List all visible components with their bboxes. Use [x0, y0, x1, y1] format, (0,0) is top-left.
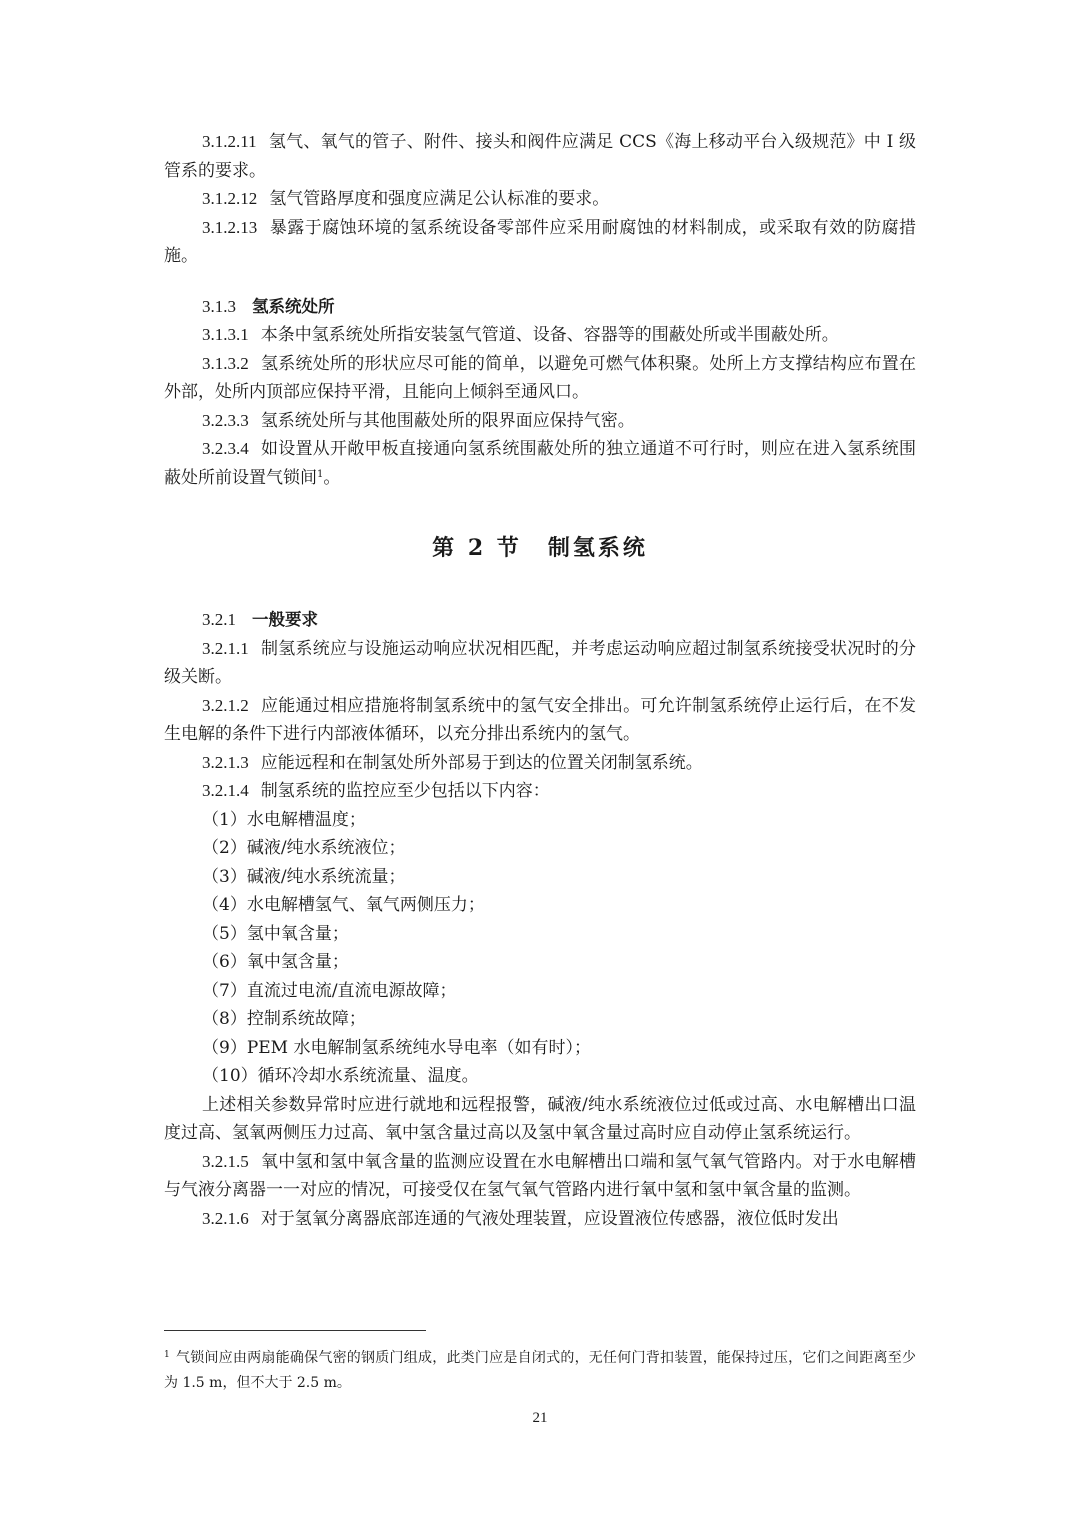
- section-name: 制氢系统: [547, 535, 648, 561]
- clause-3-2-3-4: [164, 435, 916, 492]
- footnote-mark: 1: [164, 1350, 170, 1360]
- clause-3-2-1-3: [164, 749, 916, 778]
- clause-number: 3.1.3.1: [202, 325, 249, 344]
- footnote-reference[interactable]: 1: [317, 468, 324, 480]
- list-item: （5）氢中氧含量；: [202, 923, 349, 944]
- clause-3-2-3-3: [164, 407, 916, 436]
- list-item: （1）水电解槽温度；: [202, 809, 366, 830]
- section-label: 第 2 节: [432, 535, 522, 561]
- footnote: [164, 1343, 916, 1396]
- clause-number: 3.2.1.4: [202, 781, 249, 800]
- list-item: （7）直流过电流/直流电源故障；: [202, 980, 457, 1001]
- clause-number: 3.2.3.3: [202, 410, 249, 430]
- clause-text: 氢气管路厚度和强度应满足公认标准的要求。: [269, 189, 610, 209]
- clause-text: 氢系统处所与其他围蔽处所的限界面应保持气密。: [260, 410, 635, 431]
- list-item: （2）碱液/纯水系统液位；: [202, 838, 406, 858]
- subsection-number: 3.1.3: [202, 296, 236, 316]
- clause-3-2-1-2: [164, 692, 916, 749]
- clause-number: 3.1.2.12: [202, 189, 258, 208]
- clause-3-1-2-11: [164, 128, 916, 185]
- clause-number: 3.2.1.3: [202, 752, 249, 772]
- alarm-paragraph: 上述相关参数异常时应进行就地和远程报警，碱液/纯水系统液位过低或过高、水电解槽出口温度过高、氢氧两侧压力过高、氧中氢含量过高以及氢中氧含量过高时应自动停止氢系统运行。: [164, 1094, 916, 1143]
- clause-3-2-1-4: [164, 777, 916, 806]
- subsection-heading-3-2-1: [164, 606, 916, 635]
- subsection-title: 氢系统处所: [252, 296, 335, 316]
- clause-text: 对于氢氧分离器底部连通的气液处理装置，应设置液位传感器，液位低时发出: [260, 1208, 839, 1229]
- clause-3-1-2-12: [164, 185, 916, 214]
- list-item: （10）循环冷却水系统流量、温度。: [202, 1066, 479, 1086]
- list-item: （6）氧中氢含量；: [202, 952, 349, 972]
- clause-text: 应能通过相应措施将制氢系统中的氢气安全排出。可允许制氢系统停止运行后，在不发生电解的条件下进行内部液体循环，以充分排出系统内的氢气。: [164, 695, 916, 744]
- clause-number: 3.2.1.1: [202, 638, 249, 658]
- list-item: （3）碱液/纯水系统流量；: [202, 866, 406, 887]
- footnote-text: 气锁间应由两扇能确保气密的钢质门组成，此类门应是自闭式的，无任何门背扣装置，能保持过压，它们之间距离至少为 1.5 m，但不大于 2.5 m。: [164, 1350, 916, 1391]
- clause-number: 3.2.1.6: [202, 1208, 249, 1228]
- subsection-number: 3.2.1: [202, 610, 236, 629]
- section-title: [164, 530, 916, 566]
- clause-3-1-2-13: [164, 214, 916, 271]
- clause-text: 如设置从开敞甲板直接通向氢系统围蔽处所的独立通道不可行时，则应在进入氢系统围蔽处所前设置气锁间: [164, 439, 916, 488]
- clause-3-1-3-1: [164, 321, 916, 350]
- clause-text: 氢系统处所的形状应尽可能的简单，以避免可燃气体积聚。处所上方支撑结构应布置在外部，处所内顶部应保持平滑，且能向上倾斜至通风口。: [164, 353, 916, 402]
- spacer: [164, 271, 916, 293]
- clause-text-tail: 。: [323, 467, 341, 488]
- clause-number: 3.2.1.2: [202, 695, 249, 715]
- clause-text: 制氢系统应与设施运动响应状况相匹配，并考虑运动响应超过制氢系统接受状况时的分级关断。: [164, 638, 916, 687]
- clause-text: 制氢系统的监控应至少包括以下内容：: [260, 781, 550, 801]
- footnote-divider: [164, 1330, 426, 1331]
- clause-text: 氢气、氧气的管子、附件、接头和阀件应满足 CCS《海上移动平台入级规范》中 I 级管系的要求。: [164, 132, 916, 181]
- clause-text: 应能远程和在制氢处所外部易于到达的位置关闭制氢系统。: [260, 752, 703, 773]
- subsection-title: 一般要求: [252, 610, 318, 629]
- clause-text: 本条中氢系统处所指安装氢气管道、设备、容器等的围蔽处所或半围蔽处所。: [260, 325, 839, 345]
- page-body: [164, 128, 916, 1233]
- clause-text: 暴露于腐蚀环境的氢系统设备零部件应采用耐腐蚀的材料制成，或采取有效的防腐措施。: [164, 217, 916, 266]
- clause-text: 氧中氢和氢中氧含量的监测应设置在水电解槽出口端和氢气氧气管路内。对于水电解槽与气液分离器一一对应的情况，可接受仅在氢气氧气管路内进行氧中氢和氢中氧含量的监测。: [164, 1151, 916, 1200]
- clause-number: 3.1.2.13: [202, 217, 258, 237]
- list-item: （8）控制系统故障；: [202, 1009, 366, 1029]
- clause-number: 3.2.1.5: [202, 1151, 249, 1171]
- clause-3-2-1-1: [164, 635, 916, 692]
- clause-3-2-1-6: [164, 1205, 916, 1234]
- clause-3-2-1-5: [164, 1148, 916, 1205]
- list-item: （4）水电解槽氢气、氧气两侧压力；: [202, 895, 485, 915]
- subsection-heading-3-1-3: [164, 293, 916, 322]
- list-item: （9）PEM 水电解制氢系统纯水导电率（如有时）；: [202, 1037, 591, 1058]
- clause-number: 3.1.2.11: [202, 132, 257, 151]
- clause-number: 3.2.3.4: [202, 439, 249, 458]
- clause-number: 3.1.3.2: [202, 353, 249, 373]
- clause-3-1-3-2: [164, 350, 916, 407]
- page-number: 21: [532, 1410, 548, 1426]
